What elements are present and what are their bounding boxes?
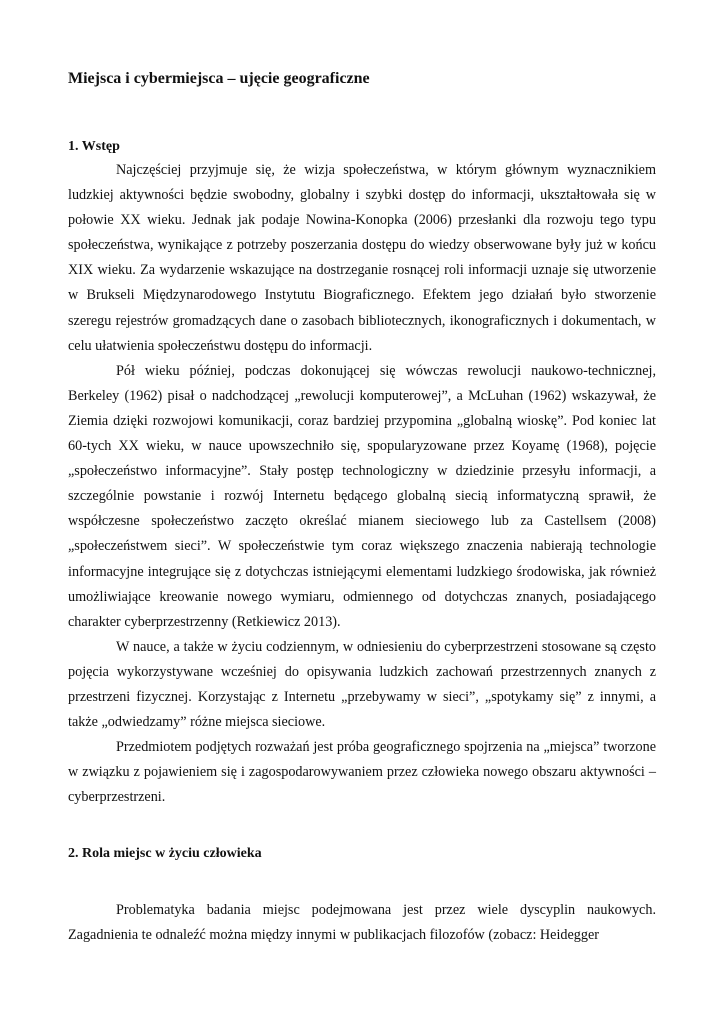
paragraph: W nauce, a także w życiu codziennym, w odniesieniu do cyberprzestrzeni stosowane są często pojęcia wykorzystywane wcześniej do opisywania ludzkich zachowań przestrzennych znanych z przestrzeni fizycznej. Korzystając z Internetu „przebywamy w sieci”, „spotykamy się” z innymi, a także „odwiedzamy” różne miejsca sieciowe.: [68, 638, 656, 731]
section-body-introduction: [68, 158, 656, 810]
section-heading-introduction: 1. Wstęp: [68, 139, 120, 154]
paragraph: Pół wieku później, podczas dokonującej się wówczas rewolucji naukowo-technicznej, Berkeley (1962) pisał o nadchodzącej „rewolucji komputerowej”, a McLuhan (1962) wskazywał, że Ziemia dzięki rozwojowi komunikacji, coraz bardziej przypomina „globalną wioskę”. Pod koniec lat 60-tych XX wieku, w nauce upowszechniło się, spopularyzowane przez Koyamę (1968), pojęcie „społeczeństwo informacyjne”. Stały postęp technologiczny w dziedzinie przesyłu informacji, a szczególnie powstanie i rozwój Internetu będącego globalną siecią informatyczną sprawił, że współczesne społeczeństwo zaczęto określać mianem sieciowego lub za Castellsem (2008) „społeczeństwem sieci”. W społeczeństwie tym coraz większego znaczenia nabierają technologie informacyjne integrujące się z dotychczas istniejącymi elementami ludzkiego środowiska, jak również umożliwiające kreowanie nowego wymiaru, odmiennego od dotychczas znanych, posiadającego charakter cyberprzestrzenny (Retkiewicz 2013).: [68, 362, 656, 630]
paragraph: Przedmiotem podjętych rozważań jest próba geograficznego spojrzenia na „miejsca” tworzone w związku z pojawieniem się i zagospodarowywaniem przez człowieka nowego obszaru aktywności – cyberprzestrzeni.: [68, 739, 656, 806]
section-body-role-of-places: [68, 898, 656, 948]
paragraph: Najczęściej przyjmuje się, że wizja społeczeństwa, w którym głównym wyznacznikiem ludzkiej aktywności będzie swobodny, globalny i szybki dostęp do informacji, ukształtowała się w połowie XX wieku. Jednak jak podaje Nowina-Konopka (2006) przesłanki dla rozwoju tego typu społeczeństwa, wynikające z potrzeby poszerzania dostępu do wiedzy obserwowane były już w końcu XIX wieku. Za wydarzenie wskazujące na dostrzeganie rosnącej roli informacji uznaje się utworzenie w Brukseli Międzynarodowego Instytutu Biograficznego. Efektem jego działań było stworzenie szeregu rejestrów gromadzących dane o zasobach bibliotecznych, ikonograficznych i dokumentach, w celu ułatwienia społeczeństwu dostępu do informacji.: [68, 162, 656, 354]
paragraph: Problematyka badania miejsc podejmowana jest przez wiele dyscyplin naukowych. Zagadnienia te odnaleźć można między innymi w publikacjach filozofów (zobacz: Heidegger: [68, 902, 656, 944]
document-title: Miejsca i cybermiejsca – ujęcie geograficzne: [68, 70, 370, 87]
section-heading-role-of-places: 2. Rola miejsc w życiu człowieka: [68, 846, 262, 861]
